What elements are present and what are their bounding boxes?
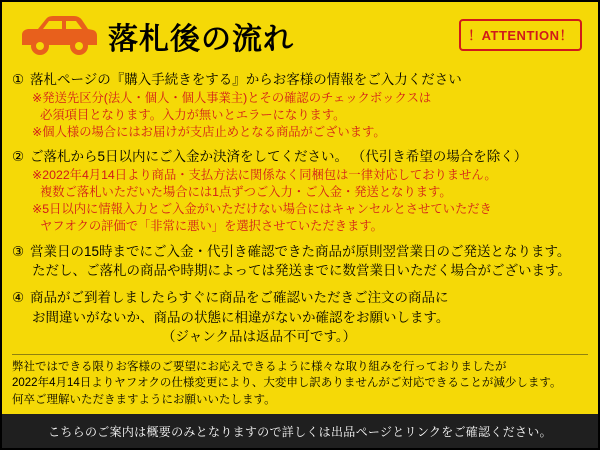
step-number: ④ — [12, 290, 25, 306]
step-note: 必須項目となります。入力が無いとエラーになります。 — [40, 107, 346, 122]
step-line: ただし、ご落札の商品や時期によっては発送までに数営業日いただく場合がございます。 — [32, 263, 571, 279]
step-note: 複数ご落札いただいた場合には1点ずつご入力・ご入金・発送となります。 — [40, 185, 452, 199]
step-text: ご落札から5日以内にご入金か決済をしてください。 （代引き希望の場合を除く） — [30, 149, 528, 165]
step-note: ※2022年4月14日より商品・支払方法に関係なく同梱包は一律対応しておりません。 — [32, 168, 497, 183]
step-line — [12, 147, 588, 167]
bottom-bar — [2, 414, 598, 448]
list-item — [12, 70, 588, 140]
step-line: （ジャンク品は返品不可です。） — [162, 329, 357, 345]
car-icon — [16, 9, 100, 61]
step-note: ※5日以内に情報入力とご入金がいただけない場合にはキャンセルとさせていただき — [32, 201, 492, 216]
steps-list — [2, 68, 598, 347]
step-note: ※個人様の場合にはお届けが支店止めとなる商品がございます。 — [32, 124, 386, 139]
step-line: お間違いがないか、商品の状態に相違がないか確認をお願いします。 — [32, 309, 450, 325]
attention-badge: ！ATTENTION！ — [459, 19, 582, 51]
footer-note-line: 弊社ではできる限りお客様のご要望にお応えできるように様々な取り組みを行っておりましたが — [12, 360, 507, 373]
step-text: 営業日の15時までにご入金・代引き確認できた商品が原則翌営業日のご発送となります。 — [30, 243, 571, 259]
step-text: 商品がご到着しましたらすぐに商品をご確認いただきご注文の商品に — [30, 290, 449, 306]
list-item — [12, 288, 588, 347]
step-line — [12, 288, 588, 308]
page-title: 落札後の流れ — [108, 23, 294, 56]
step-line — [12, 70, 588, 90]
footer-note-line: 2022年4月14日よりヤフオクの仕様変更により、大変申し訳ありませんがご対応できることが減少します。 — [12, 377, 562, 390]
step-note: ※発送先区分(法人・個人・個人事業主)とその確認のチェックボックスは — [32, 90, 432, 105]
list-item — [12, 242, 588, 281]
header — [2, 2, 598, 68]
step-text: 落札ページの『購入手続きをする』からお客様の情報をご入力ください — [30, 72, 462, 87]
step-note: ヤフオクの評価で「非常に悪い」を選択させていただきます。 — [40, 218, 383, 233]
footer-note-line: 何卒ご理解いただきますようにお願いいたします。 — [12, 394, 276, 407]
step-number: ③ — [12, 243, 25, 259]
list-item — [12, 147, 588, 234]
bottom-bar-text: こちらのご案内は概要のみとなりますので詳しくは出品ページとリンクをご確認ください。 — [48, 424, 552, 439]
footer-note — [2, 359, 598, 409]
step-line — [12, 242, 588, 262]
divider — [12, 354, 588, 355]
step-number: ② — [12, 149, 25, 165]
step-number: ① — [12, 72, 25, 87]
